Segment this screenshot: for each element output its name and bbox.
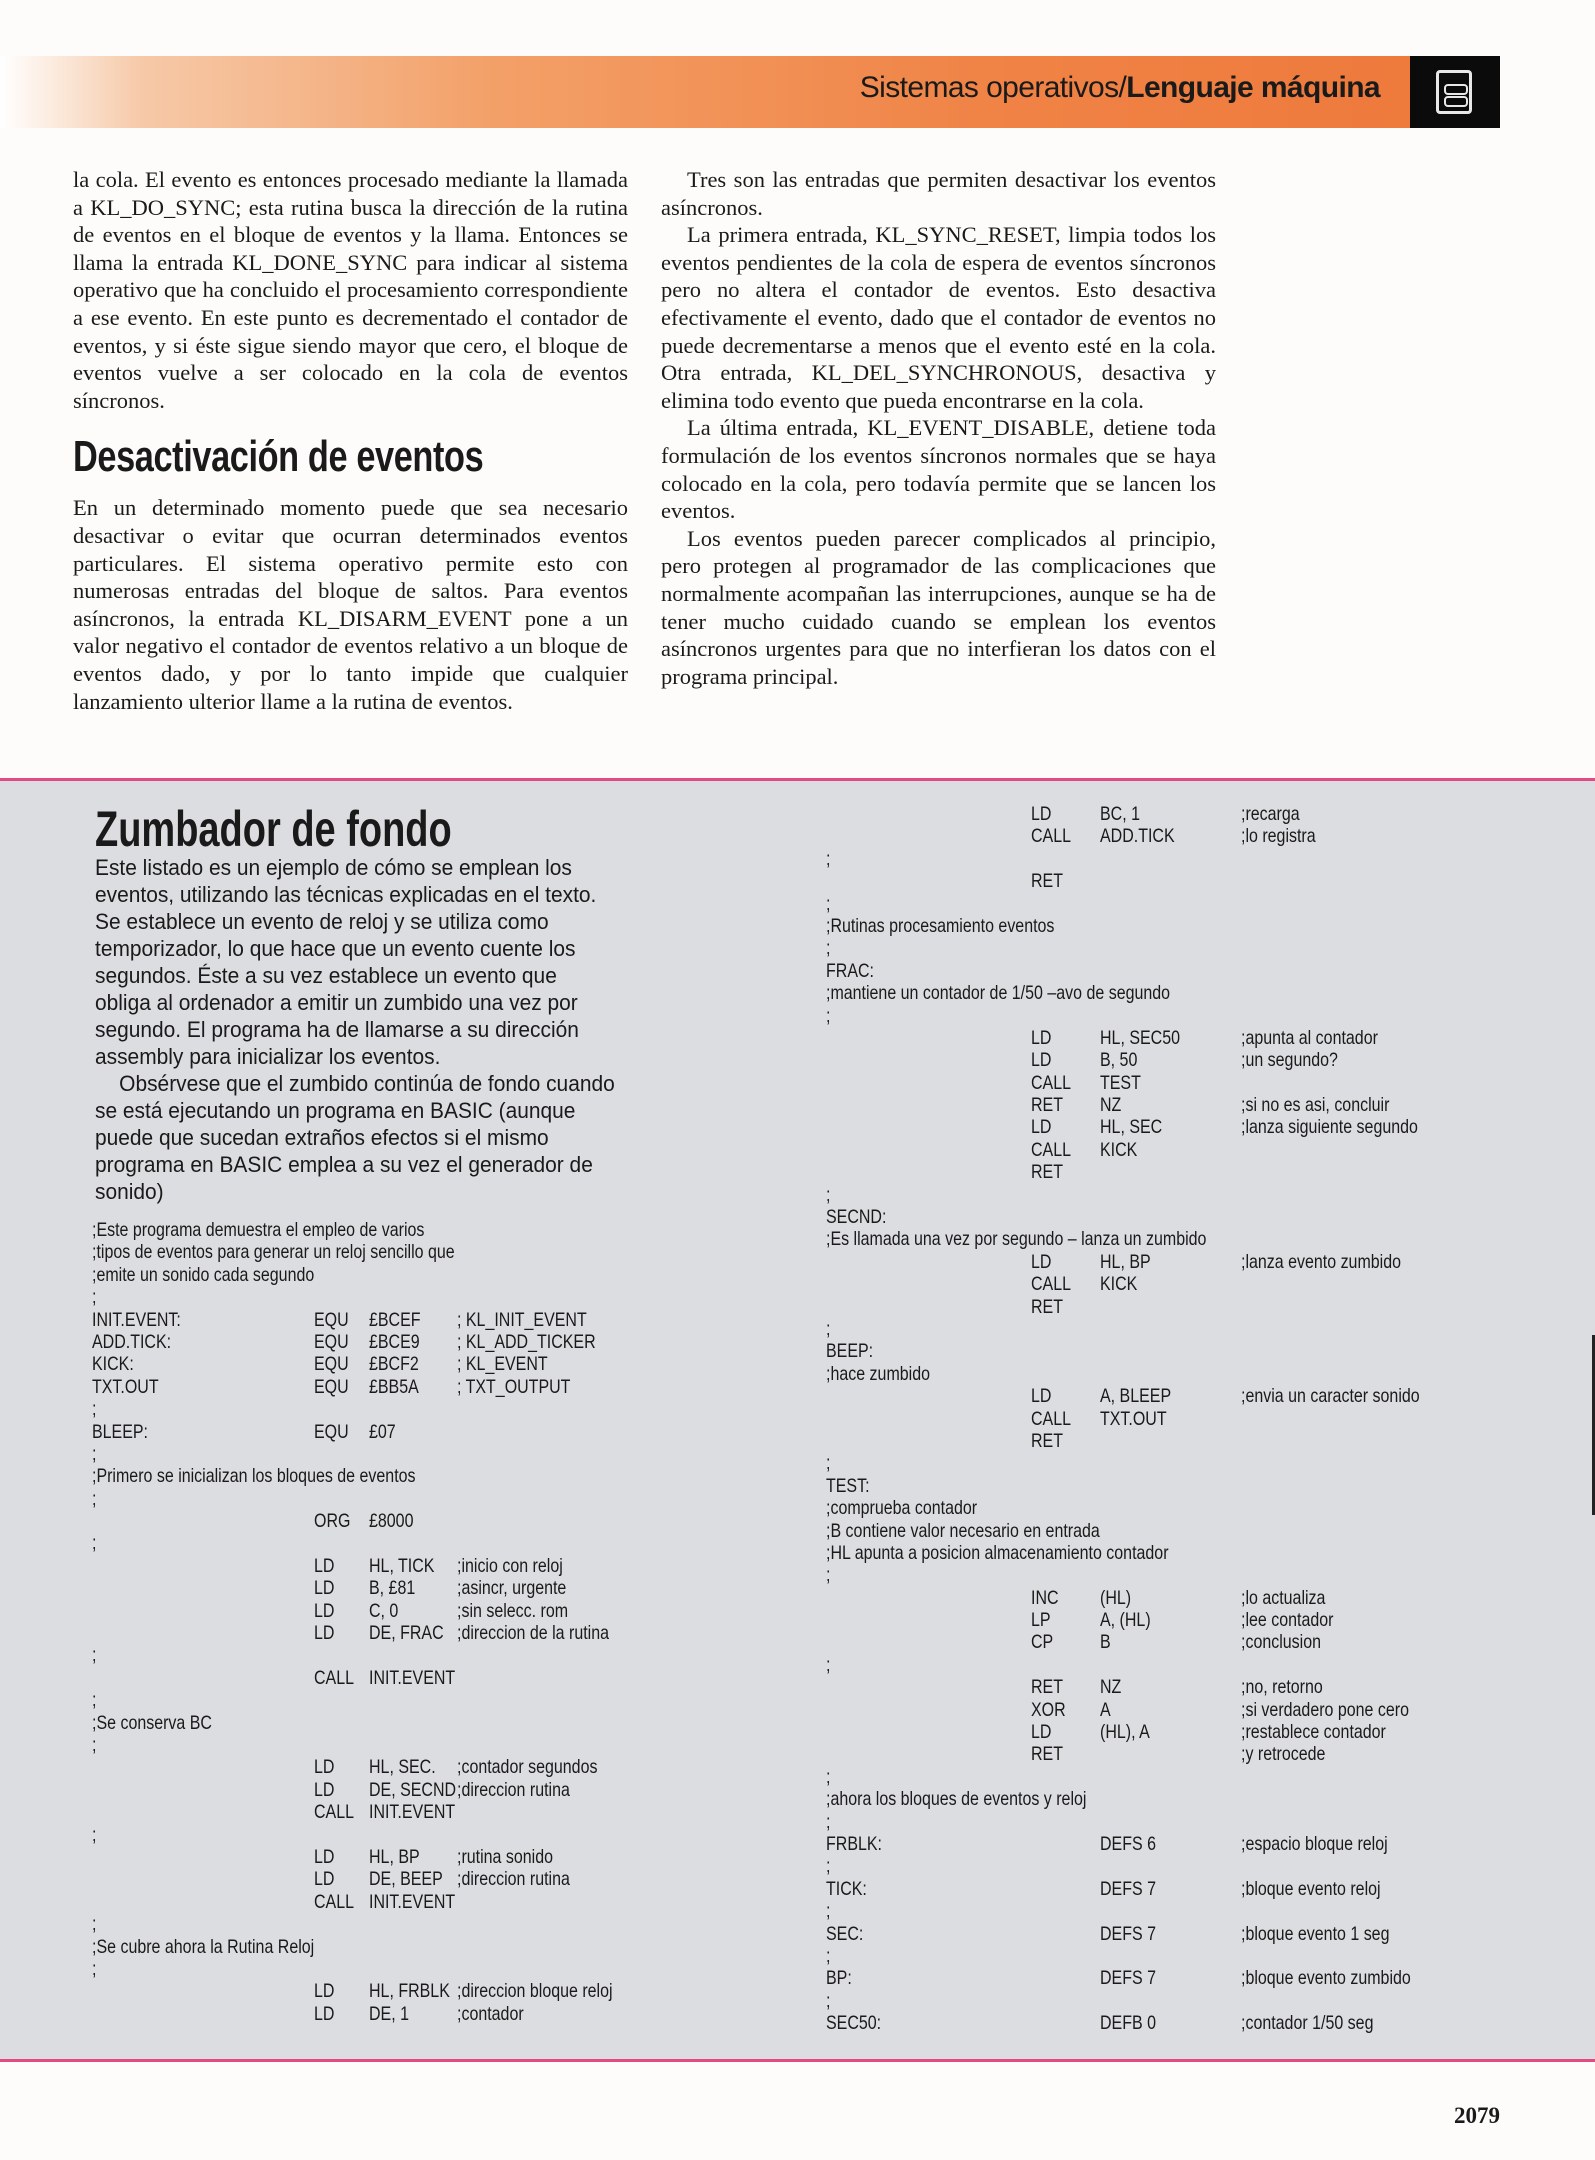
code-field: ;contador segundos [457, 1756, 598, 1779]
code-field: LD [314, 1622, 335, 1645]
code-line [826, 915, 1526, 937]
paragraph: La primera entrada, KL_SYNC_RESET, limpia todos los eventos pendientes de la cola de espera de eventos síncronos pero no altera el contador de eventos. Esto desactiva efectivamente el evento, dado que el contador de eventos no puede decrementarse a menos que el evento esté en la cola. Otra entrada, KL_DEL_SYNCHRONOUS, desactiva y elimina todo evento que pueda encontrarse en la cola. [661, 222, 1216, 413]
computer-symbol-icon [1436, 70, 1472, 114]
code-line [92, 2003, 742, 2025]
code-line [826, 1855, 1526, 1877]
code-field: ADD.TICK [1100, 825, 1175, 848]
code-line [826, 1676, 1526, 1698]
code-field: ;conclusion [1241, 1631, 1322, 1654]
code-line [826, 1184, 1526, 1206]
code-line [826, 1296, 1526, 1318]
section-title: Sistemas operativos/Lenguaje máquina [859, 71, 1380, 104]
code-line [826, 1587, 1526, 1609]
code-line [826, 870, 1526, 892]
code-field: DEFB 0 [1100, 2012, 1156, 2035]
code-field: ;lee contador [1241, 1609, 1334, 1632]
code-field: B [1100, 1631, 1111, 1654]
code-line [826, 1385, 1526, 1407]
code-line [826, 1542, 1526, 1564]
code-line [826, 848, 1526, 870]
code-field: ; KL_EVENT [457, 1353, 548, 1376]
code-field: £BB5A [369, 1375, 419, 1398]
code-field: CALL [314, 1801, 355, 1824]
code-field: £8000 [369, 1510, 414, 1533]
code-field: ; [826, 1989, 831, 2012]
paragraph: Los eventos pueden parecer complicados al principio, pero protegen al programador de las complicaciones que normalmente acompañan las interrupciones, aunque se ha de tener mucho cuidado cuando se emplean los eventos asíncronos urgentes para que no interfieran los datos con el programa principal. [661, 525, 1216, 689]
code-line [826, 1094, 1526, 1116]
code-field: EQU [314, 1420, 349, 1443]
code-line [826, 2012, 1526, 2034]
code-field: ADD.TICK: [92, 1330, 172, 1353]
code-field: ; [826, 1452, 831, 1475]
code-field: HL, SEC. [369, 1756, 436, 1779]
code-line [826, 1967, 1526, 1989]
code-field: ;ahora los bloques de eventos y reloj [826, 1788, 1087, 1811]
code-line [826, 1766, 1526, 1788]
code-field: XOR [1031, 1698, 1066, 1721]
code-field: FRAC: [826, 959, 874, 982]
code-line [826, 937, 1526, 959]
code-field: ; [826, 1855, 831, 1878]
code-field: DE, BEEP [369, 1868, 443, 1891]
code-field: ; [826, 1564, 831, 1587]
code-field: ;bloque evento reloj [1241, 1877, 1381, 1900]
code-field: SEC50: [826, 2012, 882, 2035]
code-line [92, 1689, 742, 1711]
code-line [92, 1241, 742, 1263]
code-field: KICK [1100, 1138, 1138, 1161]
paragraph: la cola. El evento es entonces procesado mediante la llamada a KL_DO_SYNC; esta rutina busca la dirección de la rutina de eventos en el bloque de eventos y la llama. Entonces se llama la entrada KL_DONE_SYNC para indicar al sistema operativo que ha concluido el procesamiento correspondiente a ese evento. En este punto es decrementado el contador de eventos, y si éste sigue siendo mayor que cero, el bloque de eventos vuelve a ser colocado en la cola de eventos síncronos. [73, 167, 628, 413]
code-field: DEFS 7 [1100, 1922, 1156, 1945]
code-field: ; [92, 1823, 97, 1846]
code-field: ORG [314, 1510, 351, 1533]
code-field: RET [1031, 1094, 1063, 1117]
code-field: CALL [314, 1666, 355, 1689]
code-field: CALL [314, 1890, 355, 1913]
code-field: ; [92, 1398, 97, 1421]
code-field: ;lo registra [1241, 825, 1316, 848]
code-line [826, 1430, 1526, 1452]
code-field: ; [826, 937, 831, 960]
code-field: ;B contiene valor necesario en entrada [826, 1519, 1100, 1542]
code-field: ; [92, 1442, 97, 1465]
code-line [92, 1421, 742, 1443]
code-line [92, 1510, 742, 1532]
code-field: LD [1031, 1250, 1052, 1273]
code-field: LD [314, 1577, 335, 1600]
code-line [92, 1712, 742, 1734]
code-line [92, 1846, 742, 1868]
code-field: ;comprueba contador [826, 1497, 978, 1520]
code-line [92, 1219, 742, 1241]
code-field: ;Primero se inicializan los bloques de eventos [92, 1465, 416, 1488]
code-line [92, 1532, 742, 1554]
code-line [92, 1309, 742, 1331]
code-field: ;Este programa demuestra el empleo de varios [92, 1219, 425, 1241]
code-field: ;direccion rutina [457, 1868, 570, 1891]
code-line [826, 1811, 1526, 1833]
code-line [92, 1891, 742, 1913]
code-line [826, 1363, 1526, 1385]
code-field: ; [826, 1900, 831, 1923]
code-field: ;no, retorno [1241, 1676, 1323, 1699]
code-line [826, 1139, 1526, 1161]
code-field: INIT.EVENT [369, 1890, 456, 1913]
code-field: ;espacio bloque reloj [1241, 1832, 1388, 1855]
code-field: ;asincr, urgente [457, 1577, 567, 1600]
code-line [92, 1398, 742, 1420]
section-heading: Desactivación de eventos [73, 432, 484, 482]
code-line [92, 1756, 742, 1778]
code-field: HL, SEC50 [1100, 1026, 1181, 1049]
code-field: NZ [1100, 1676, 1122, 1699]
code-field: ; [92, 1913, 97, 1936]
code-field: ;bloque evento 1 seg [1241, 1922, 1390, 1945]
code-line [826, 1878, 1526, 1900]
code-line [92, 1577, 742, 1599]
code-field: LD [314, 1554, 335, 1577]
code-field: A, BLEEP [1100, 1385, 1172, 1408]
code-field: ; [92, 1644, 97, 1667]
code-line [92, 1331, 742, 1353]
code-field: ; [826, 1765, 831, 1788]
code-line [92, 1936, 742, 1958]
code-field: INIT.EVENT [369, 1666, 456, 1689]
code-field: ; TXT_OUTPUT [457, 1375, 571, 1398]
code-line [826, 1408, 1526, 1430]
code-field: ;Se conserva BC [92, 1711, 212, 1734]
code-field: NZ [1100, 1094, 1122, 1117]
left-text-column [73, 166, 628, 715]
code-line [826, 1228, 1526, 1250]
code-field: ;y retrocede [1241, 1743, 1326, 1766]
code-field: HL, SEC [1100, 1116, 1163, 1139]
code-listing-right [826, 803, 1526, 2048]
code-field: B, £81 [369, 1577, 416, 1600]
code-field: TEST [1100, 1071, 1141, 1094]
code-field: HL, FRBLK [369, 1980, 450, 2003]
right-text-column [661, 166, 1216, 690]
code-field: ; [826, 1944, 831, 1967]
code-field: (HL) [1100, 1586, 1132, 1609]
code-field: ; [92, 1689, 97, 1712]
code-line [92, 1286, 742, 1308]
code-field: ;contador 1/50 seg [1241, 2012, 1374, 2035]
paragraph: En un determinado momento puede que sea necesario desactivar o evitar que ocurran determinados eventos particulares. El sistema operativo permite esto con numerosas entradas del bloque de saltos. Para eventos asíncronos, la entrada KL_DISARM_EVENT pone a un valor negativo el contador de eventos relativo a un bloque de eventos dado, y por lo tanto impide que cualquier lanzamiento ulterior llame a la rutina de eventos. [73, 495, 628, 714]
code-line [826, 1990, 1526, 2012]
code-field: ;direccion de la rutina [457, 1622, 609, 1645]
code-field: DE, FRAC [369, 1622, 444, 1645]
code-field: DE, SECND [369, 1778, 457, 1801]
code-line [826, 1564, 1526, 1586]
code-field: LD [1031, 803, 1052, 825]
code-line [826, 1900, 1526, 1922]
code-field: ;Rutinas procesamiento eventos [826, 914, 1055, 937]
code-field: ;restablece contador [1241, 1721, 1386, 1744]
code-field: DEFS 7 [1100, 1967, 1156, 1990]
code-field: LD [314, 2002, 335, 2025]
page-number: 2079 [1454, 2103, 1500, 2128]
box-title: Zumbador de fondo [95, 801, 452, 857]
intro-paragraph: Este listado es un ejemplo de cómo se emplean los eventos, utilizando las técnicas explicadas en el texto. Se establece un evento de reloj y se utiliza como temporizador, lo que hace que un evento cuente los segundos. Éste a su vez establece un evento que obliga al ordenador a emitir un zumbido una vez por segundo. El programa ha de llamarse a su dirección assembly para inicializar los eventos. [95, 855, 597, 1069]
code-field: CALL [1031, 1138, 1072, 1161]
code-field: EQU [314, 1308, 349, 1331]
code-line [826, 1788, 1526, 1810]
code-line [826, 1206, 1526, 1228]
code-line [826, 1475, 1526, 1497]
code-field: FRBLK: [826, 1832, 882, 1855]
code-field: CALL [1031, 1407, 1072, 1430]
code-field: £BCEF [369, 1308, 421, 1331]
code-field: £07 [369, 1420, 396, 1443]
code-field: SEC: [826, 1922, 864, 1945]
code-line [826, 1721, 1526, 1743]
code-line [826, 825, 1526, 847]
code-line [826, 1027, 1526, 1049]
code-field: HL, TICK [369, 1554, 435, 1577]
code-field: LD [314, 1980, 335, 2003]
code-field: HL, BP [1100, 1250, 1151, 1273]
code-line [826, 1923, 1526, 1945]
code-field: RET [1031, 1676, 1063, 1699]
code-field: DEFS 7 [1100, 1877, 1156, 1900]
code-field: TEST: [826, 1474, 870, 1497]
code-field: RET [1031, 1429, 1063, 1452]
code-line [826, 1340, 1526, 1362]
code-field: ;bloque evento zumbido [1241, 1967, 1411, 1990]
code-field: ;sin selecc. rom [457, 1599, 569, 1622]
code-field: BEEP: [826, 1340, 874, 1363]
code-line [826, 1743, 1526, 1765]
code-field: ; [826, 1004, 831, 1027]
code-field: ; KL_ADD_TICKER [457, 1330, 596, 1353]
code-line [92, 1824, 742, 1846]
code-field: ; [826, 1183, 831, 1206]
code-line [826, 803, 1526, 825]
code-field: TICK: [826, 1877, 867, 1900]
code-line [826, 1251, 1526, 1273]
code-line [92, 1667, 742, 1689]
code-field: RET [1031, 1743, 1063, 1766]
code-field: LD [1031, 1049, 1052, 1072]
code-field: ; [92, 1733, 97, 1756]
code-line [826, 1654, 1526, 1676]
paragraph: Tres son las entradas que permiten desactivar los eventos asíncronos. [661, 167, 1216, 220]
code-line [826, 960, 1526, 982]
code-line [92, 1779, 742, 1801]
code-field: LD [314, 1756, 335, 1779]
code-field: BC, 1 [1100, 803, 1141, 825]
code-field: ;HL apunta a posicion almacenamiento contador [826, 1541, 1169, 1564]
code-field: (HL), A [1100, 1721, 1150, 1744]
code-line [92, 1465, 742, 1487]
code-field: ;lanza evento zumbido [1241, 1250, 1402, 1273]
code-field: ;envia un caracter sonido [1241, 1385, 1420, 1408]
code-field: BLEEP: [92, 1420, 149, 1443]
code-field: CALL [1031, 825, 1072, 848]
code-field: LD [1031, 1026, 1052, 1049]
code-field: ;si verdadero pone cero [1241, 1698, 1409, 1721]
code-line [92, 1644, 742, 1666]
code-line [92, 1443, 742, 1465]
code-field: CALL [1031, 1273, 1072, 1296]
code-field: HL, BP [369, 1845, 420, 1868]
code-line [826, 1452, 1526, 1474]
code-field: DE, 1 [369, 2002, 410, 2025]
code-line [92, 1622, 742, 1644]
code-field: ; [826, 847, 831, 870]
code-field: ;direccion rutina [457, 1778, 570, 1801]
code-field: RET [1031, 1161, 1063, 1184]
code-field: ;recarga [1241, 803, 1300, 825]
code-line [826, 982, 1526, 1004]
paragraph: La última entrada, KL_EVENT_DISABLE, detiene toda formulación de los eventos síncronos normales que se haya colocado en la cola, pero todavía permite que se lancen los eventos. [661, 415, 1216, 524]
code-line [92, 1353, 742, 1375]
code-field: ;un segundo? [1241, 1049, 1338, 1072]
code-field: CALL [1031, 1071, 1072, 1094]
code-field: BP: [826, 1967, 852, 1990]
code-line [92, 1600, 742, 1622]
code-line [826, 1005, 1526, 1027]
code-field: ;tipos de eventos para generar un reloj sencillo que [92, 1241, 455, 1264]
code-field: ;lanza siguiente segundo [1241, 1116, 1418, 1139]
code-field: ; KL_INIT_EVENT [457, 1308, 587, 1331]
code-line [826, 1072, 1526, 1094]
code-line [826, 1161, 1526, 1183]
code-line [826, 1699, 1526, 1721]
code-field: RET [1031, 870, 1063, 893]
code-field: RET [1031, 1295, 1063, 1318]
code-field: LD [1031, 1721, 1052, 1744]
code-field: ;inicio con reloj [457, 1554, 563, 1577]
code-field: ; [92, 1532, 97, 1555]
code-field: ; [826, 1810, 831, 1833]
code-line [92, 1913, 742, 1935]
code-field: B, 50 [1100, 1049, 1138, 1072]
code-field: ;hace zumbido [826, 1362, 930, 1385]
code-field: INIT.EVENT: [92, 1308, 181, 1331]
code-field: £BCE9 [369, 1330, 420, 1353]
box-intro [95, 854, 616, 1205]
code-field: DEFS 6 [1100, 1832, 1156, 1855]
code-field: £BCF2 [369, 1353, 419, 1376]
code-field: ; [826, 1653, 831, 1676]
code-field: ;emite un sonido cada segundo [92, 1263, 315, 1286]
code-field: TXT.OUT [1100, 1407, 1167, 1430]
code-field: LD [1031, 1385, 1052, 1408]
code-line [826, 1945, 1526, 1967]
code-field: ;apunta al contador [1241, 1026, 1378, 1049]
code-field: A [1100, 1698, 1111, 1721]
code-line [826, 1273, 1526, 1295]
code-field: ;si no es asi, concluir [1241, 1094, 1390, 1117]
code-line [92, 1868, 742, 1890]
code-field: CP [1031, 1631, 1054, 1654]
code-field: INIT.EVENT [369, 1801, 456, 1824]
code-field: A, (HL) [1100, 1609, 1151, 1632]
code-field: LD [314, 1778, 335, 1801]
code-field: KICK: [92, 1353, 134, 1376]
code-line [92, 1488, 742, 1510]
code-field: INC [1031, 1586, 1059, 1609]
code-listing-left [92, 1219, 742, 2039]
code-line [826, 1497, 1526, 1519]
code-field: ; [92, 1487, 97, 1510]
code-field: EQU [314, 1330, 349, 1353]
code-field: ;contador [457, 2002, 524, 2025]
code-field: TXT.OUT [92, 1375, 159, 1398]
code-field: ;Se cubre ahora la Rutina Reloj [92, 1935, 315, 1958]
code-field: ;lo actualiza [1241, 1586, 1326, 1609]
code-field: SECND: [826, 1206, 887, 1229]
code-line [92, 1980, 742, 2002]
code-field: EQU [314, 1353, 349, 1376]
code-field: LD [314, 1599, 335, 1622]
code-field: ;mantiene un contador de 1/50 –avo de segundo [826, 982, 1171, 1005]
code-field: LD [314, 1868, 335, 1891]
code-field: ; [826, 892, 831, 915]
code-line [92, 1958, 742, 1980]
code-line [826, 893, 1526, 915]
code-line [826, 1520, 1526, 1542]
code-field: EQU [314, 1375, 349, 1398]
code-field: C, 0 [369, 1599, 399, 1622]
code-line [826, 1116, 1526, 1138]
code-line [826, 1833, 1526, 1855]
code-field: ; [92, 1957, 97, 1980]
intro-paragraph: Obsérvese que el zumbido continúa de fondo cuando se está ejecutando un programa en BASIC (aunque puede que sucedan extraños efectos si el mismo programa en BASIC emplea a su vez el generador de sonido) [95, 1071, 615, 1204]
code-field: ; [92, 1286, 97, 1309]
code-line [92, 1555, 742, 1577]
code-line [92, 1264, 742, 1286]
code-line [826, 1609, 1526, 1631]
code-line [92, 1801, 742, 1823]
code-field: LD [1031, 1116, 1052, 1139]
code-field: KICK [1100, 1273, 1138, 1296]
code-line [92, 1376, 742, 1398]
code-field: LD [314, 1845, 335, 1868]
code-field: ;Es llamada una vez por segundo – lanza un zumbido [826, 1228, 1207, 1251]
code-field: ;rutina sonido [457, 1845, 554, 1868]
code-line [92, 1734, 742, 1756]
code-line [826, 1631, 1526, 1653]
code-field: LP [1031, 1609, 1051, 1632]
code-field: ; [826, 1317, 831, 1340]
code-line [826, 1318, 1526, 1340]
code-field: ;direccion bloque reloj [457, 1980, 613, 2003]
code-line [826, 1049, 1526, 1071]
